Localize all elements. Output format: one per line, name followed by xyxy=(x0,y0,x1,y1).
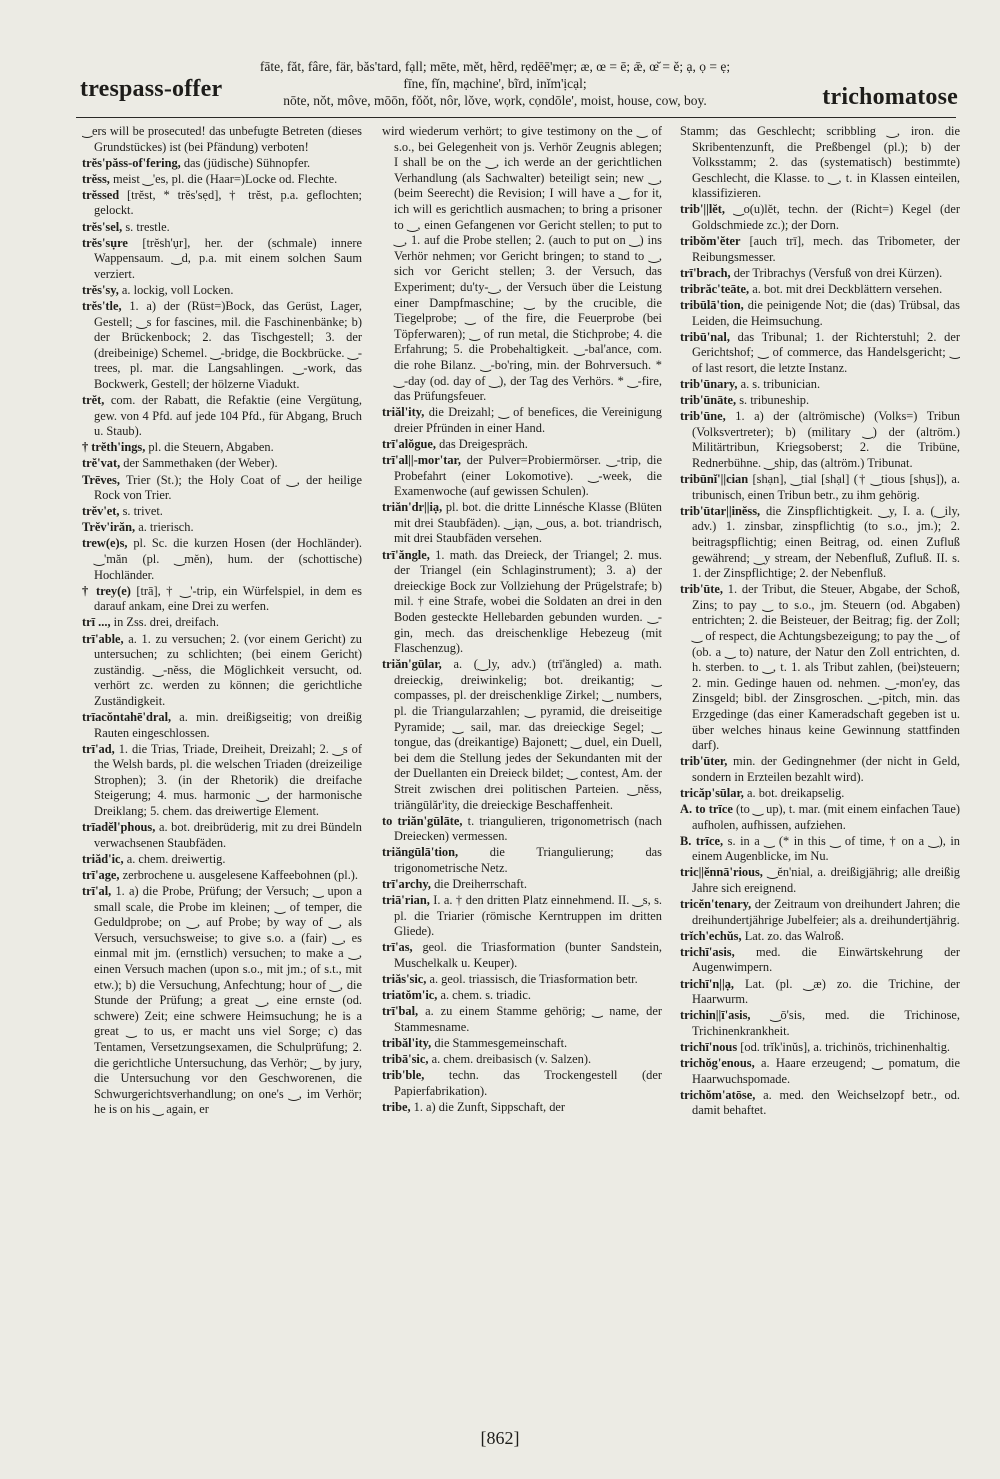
entry-headword: trĕs'păss-of'fering, xyxy=(82,155,181,170)
dictionary-entry xyxy=(382,1100,662,1116)
dictionary-entry xyxy=(82,393,362,440)
entry-definition: 1. der Tribut, die Steuer, Abgabe, der Schoß, Zins; to pay ‿ to s.o., jm. Steuern (od. Abgaben) entrichten; 2. die Beisteuer, der Beitrag; fig. der Zoll; ‿ of respect, die Achtungsbezeigung; to pay the ‿ of (ob. a ‿ to) nature, der Natur den Zoll entrichten, d. h. sterben. to ‿, t. 1. als Tribut zahlen, (bei)steuern; 2. min. Gedinge hauen od. nehmen. ‿-mon'ey, das Zinsgeld; bibl. der Zinsgroschen. ‿-pitch, min. das Erzgedinge (das einer Kameradschaft gegeben ist u. über welches hinaus keine Gewinnung stattfinden darf). xyxy=(692,582,960,753)
entry-headword: triatŏm'ic, xyxy=(382,988,438,1003)
entry-definition: Trier (St.); the Holy Coat of ‿, der heilige Rock von Trier. xyxy=(94,472,362,503)
entry-definition: der Zeitraum von dreihundert Jahren; die dreihundertjährige Jubelfeier; als a. dreihundertjährig. xyxy=(692,897,960,927)
dictionary-entry xyxy=(82,156,362,172)
entry-definition: s. tribuneship. xyxy=(736,393,810,408)
entry-definition: ‿o(u)lĕt, techn. der (Richt=) Kegel (der Goldschmiede zc.); der Dorn. xyxy=(692,202,960,233)
entry-headword: trĕv'et, xyxy=(82,504,120,519)
entry-headword: trew(e)s, xyxy=(82,536,128,551)
entry-definition: 1. a) der (altrömische) (Volks=) Tribun (Volksvertreter); b) (military ‿) der (altröm.) Militärtribun, Kriegsoberst; 2. die Tribüne, Rednerbühne. ‿ship, das (altröm.) Tribunat. xyxy=(692,409,960,470)
dictionary-entry xyxy=(382,893,662,940)
dictionary-entry xyxy=(82,220,362,236)
entry-headword: trīadĕl'phous, xyxy=(82,820,156,835)
entry-definition: a. chem. dreibasisch (v. Salzen). xyxy=(428,1052,592,1067)
entry-headword: trĕssed xyxy=(82,187,120,202)
dictionary-entry xyxy=(382,972,662,988)
dictionary-entry xyxy=(82,520,362,536)
entry-headword: trib'ūnāte, xyxy=(680,393,737,408)
pronunciation-key-line: fīne, fĭn, mạchine', bĩrd, inĭm'ịcạl; xyxy=(403,76,587,91)
entry-headword: triăngūlā'tion, xyxy=(382,845,459,860)
dictionary-entry xyxy=(680,282,960,298)
dictionary-entry xyxy=(680,266,960,282)
entry-definition: a. chem. dreiwertig. xyxy=(123,851,226,866)
entry-definition: das Dreigespräch. xyxy=(436,436,528,451)
dictionary-entry xyxy=(680,330,960,377)
dictionary-entry xyxy=(382,845,662,876)
dictionary-entry xyxy=(82,504,362,520)
entry-definition: a. bot. dreibrüderig, mit zu drei Bündeln verwachsenen Staubfäden. xyxy=(94,820,362,850)
entry-definition: [trā], † ‿'-trip, ein Würfelspiel, in dem es darauf ankam, eine Drei zu werfen. xyxy=(94,583,362,614)
entry-headword: trĕs'sy, xyxy=(82,282,119,297)
dictionary-entry xyxy=(382,1004,662,1035)
entry-headword: tribūlā'tion, xyxy=(680,298,744,313)
entry-definition: a. lockig, voll Locken. xyxy=(118,282,234,297)
entry-definition: die Stammesgemeinschaft. xyxy=(431,1035,568,1050)
entry-definition: techn. das Trockengestell (der Papierfabrikation). xyxy=(394,1068,662,1098)
entry-definition: das (jüdische) Sühnopfer. xyxy=(180,155,311,170)
page-number: [862] xyxy=(480,1428,520,1448)
dictionary-entry xyxy=(680,754,960,785)
entry-headword: trī'al||-mor'tar, xyxy=(382,452,461,467)
entry-definition: [auch trī], mech. das Tribometer, der Reibungsmesser. xyxy=(692,234,960,264)
entry-definition: ‿ĕn'nial, a. dreißigjährig; alle dreißig Jahre sich ereignend. xyxy=(692,865,960,895)
entry-headword: trichŏm'atōse, xyxy=(680,1087,756,1102)
entry-definition: a. bot. mit drei Deckblättern versehen. xyxy=(749,281,943,296)
dictionary-entry xyxy=(680,977,960,1008)
entry-definition: pl. Sc. die kurzen Hosen (der Hochländer). ‿'măn (pl. ‿mĕn), hum. der (schottische) Hochländer. xyxy=(94,536,362,582)
entry-headword: trĕss, xyxy=(82,171,110,186)
dictionary-entry xyxy=(382,877,662,893)
entry-headword: trĕ'vat, xyxy=(82,456,121,471)
entry-headword: trī'as, xyxy=(382,940,413,955)
dictionary-entry xyxy=(680,1008,960,1039)
dictionary-entry xyxy=(680,234,960,265)
dictionary-entry xyxy=(680,124,960,202)
dictionary-entry xyxy=(82,884,362,1118)
entry-headword: tribā'sic, xyxy=(382,1052,429,1067)
entry-definition: [od. trĭk'inŭs], a. trichinös, trichinenhaltig. xyxy=(737,1039,950,1054)
entry-headword: trichŏg'enous, xyxy=(680,1056,755,1071)
dictionary-entry xyxy=(680,945,960,976)
entry-headword: trī'bal, xyxy=(382,1004,419,1019)
entry-definition: pl. bot. die dritte Linnésche Klasse (Blüten mit drei Staubfäden). ‿iạn, ‿ous, a. bot. triandrisch, mit drei Staubfäden versehen. xyxy=(394,500,662,546)
entry-headword: triăl'ity, xyxy=(382,405,425,420)
entry-definition: die Triangulierung; das trigonometrische Netz. xyxy=(394,845,662,875)
right-running-headword: trichomatose xyxy=(822,84,958,110)
entry-columns xyxy=(82,124,958,1424)
entry-definition: 1. die Trias, Triade, Dreiheit, Dreizahl; 2. ‿s of the Welsh bards, pl. die welschen Triaden (dreizeilige Strophen); 3. (in der Rhetorik) die dreifache Steigerung; 4. mus. harmonic ‿, der harmonische Dreiklang; 5. chem. das dreiwertige Element. xyxy=(94,741,362,819)
dictionary-entry xyxy=(82,852,362,868)
entry-headword: † trĕth'ings, xyxy=(82,440,146,455)
dictionary-entry xyxy=(382,940,662,971)
dictionary-entry xyxy=(680,1056,960,1087)
entry-headword: trib'ūte, xyxy=(680,582,724,597)
entry-definition: med. die Einwärtskehrung der Augenwimpern. xyxy=(692,944,960,975)
dictionary-entry xyxy=(680,834,960,865)
entry-headword: Trēves, xyxy=(82,472,120,487)
entry-definition: ‿ers will be prosecuted! das unbefugte Betreten (dieses Grundstückes) ist (bei Pfändung) verboten! xyxy=(82,124,362,154)
entry-headword: tribe, xyxy=(382,1099,411,1114)
dictionary-entry xyxy=(82,236,362,283)
entry-headword: tribū'nal, xyxy=(680,329,730,344)
entry-definition: zerbrochene u. ausgelesene Kaffeebohnen (pl.). xyxy=(119,867,359,882)
entry-definition: a. (‿ly, adv.) (trī'ăngled) a. math. dreieckig, dreiwinkelig; bot. dreikantig; ‿ compasses, pl. der dreischenklige Zirkel; ‿ numbers, pl. die Triangularzahlen; ‿ pyramid, die dreiseitige Pyramide; ‿ sail, mar. das dreieckige Segel; ‿ tongue, das (dreikantige) Bajonett; ‿ duel, ein Duell, bei dem die Stellung jedes der Sekundanten mit der der Duellanten ein Dreieck bildet; ‿ contest, Am. der Streit zwischen drei politischen Parteien. ‿nĕss, triăngūlăr'ity, die dreieckige Beschaffenheit. xyxy=(394,657,662,812)
entry-definition: a. min. dreißigseitig; von dreißig Rauten eingeschlossen. xyxy=(94,709,362,740)
dictionary-entry xyxy=(382,1036,662,1052)
entry-headword: Trĕv'irăn, xyxy=(82,520,136,535)
dictionary-entry xyxy=(680,202,960,233)
entry-definition: a. geol. triassisch, die Triasformation betr. xyxy=(426,972,638,987)
entry-headword: tricĕn'tenary, xyxy=(680,897,752,912)
dictionary-entry xyxy=(82,710,362,741)
dictionary-entry xyxy=(82,536,362,583)
dictionary-entry xyxy=(82,440,362,456)
entry-definition: 1. a) die Probe, Prüfung; der Versuch; ‿ upon a small scale, die Probe im kleinen; ‿ of temper, die Geduldprobe; on ‿, auf Probe; by way of ‿, als Versuch, versuchsweise; to give s.o. a (fair) ‿, es einmal mit jm. (ernstlich) versuchen; to make a ‿, einen Versuch machen (upon s.o., mit jm.; of s.t., mit etw.); b) die Versuchung, Anfechtung; hour of ‿, die Stunde der Prüfung; a great ‿, eine ernste (od. schwere) Zeit; eine schwere Heimsuchung; he is a great ‿ to us, er macht uns viel Sorge; c) das Tentamen, Versetzungsexamen, die Schulprüfung; 2. die gerichtliche Untersuchung, das Verhör; ‿ by jury, die Untersuchung vor den Geschworenen, die Schwurgerichtsverhandlung; on one's ‿, im Verhör; he is on his ‿ again, er xyxy=(94,884,362,1117)
entry-headword: tribăl'ity, xyxy=(382,1035,432,1050)
entry-headword: triăs'sic, xyxy=(382,972,427,987)
entry-headword: trib'ūnary, xyxy=(680,377,738,391)
entry-headword: tribrăc'teāte, xyxy=(680,281,750,296)
entry-definition: Lat. (pl. ‿æ) zo. die Trichine, der Haarwurm. xyxy=(692,976,960,1007)
entry-headword: trī'ăngle, xyxy=(382,547,430,562)
entry-headword: trĕs'tle, xyxy=(82,299,122,314)
entry-headword: trib'ūne, xyxy=(680,409,726,424)
entry-definition: s. in a ‿ (* in this ‿ of time, † on a ‿), in einem Augenblicke, im Nu. xyxy=(692,833,960,864)
dictionary-entry xyxy=(382,437,662,453)
entry-headword: to triăn'gūlāte, xyxy=(382,813,463,828)
entry-definition: [shạn], ‿tial [shạl] († ‿tious [shụs]), a. tribunisch, einen Tribun betr., zu ihm gehörig. xyxy=(692,472,960,502)
entry-headword: trī'ad, xyxy=(82,741,115,756)
dictionary-entry xyxy=(382,988,662,1004)
dictionary-entry xyxy=(680,409,960,471)
entry-definition: 1. a) die Zunft, Sippschaft, der xyxy=(410,1099,566,1114)
dictionary-entry xyxy=(82,283,362,299)
entry-definition: 1. math. das Dreieck, der Triangel; 2. mus. der Triangel (ein Schlaginstrument); 3. a) der dreieckige Bock zur Vollziehung der Prügelstrafe; b) mil. † eine Strafe, wobei die Soldaten an drei in den Boden gesteckte Hellebarden gebunden wurden. ‿-gin, mech. das dreischenklige Hebezeug (mit Flaschenzug). xyxy=(394,547,662,656)
entry-definition: das Tribunal; 1. der Richterstuhl; 2. der Gerichtshof; ‿ of commerce, das Handelsgericht; ‿ of last resort, die letzte Instanz. xyxy=(692,329,960,375)
entry-definition: a. med. den Weichselzopf betr., od. damit behaftet. xyxy=(692,1087,960,1118)
entry-headword: † trey(e) xyxy=(82,583,131,598)
left-running-headword: trespass-offer xyxy=(80,76,223,102)
entry-headword: trichī'asis, xyxy=(680,944,735,959)
dictionary-entry xyxy=(82,868,362,884)
dictionary-entry xyxy=(680,393,960,409)
entry-headword: A. to trīce xyxy=(680,802,733,817)
entry-headword: trī'alŏgue, xyxy=(382,436,437,451)
entry-headword: trĕs'sụre xyxy=(82,235,128,250)
dictionary-entry xyxy=(82,584,362,615)
entry-definition: a. 1. zu versuchen; 2. (vor einem Gericht) zu untersuchen; zu schlichten; (bei einem Gericht) zuständig. ‿-nĕss, die Möglichkeit versucht, od. verhört zc. werden zu können; die gerichtliche Zuständigkeit. xyxy=(94,631,362,708)
entry-definition: ‿ō'sis, med. die Trichinose, Trichinenkrankheit. xyxy=(692,1008,960,1038)
entry-definition: Lat. zo. das Walroß. xyxy=(741,928,844,943)
dictionary-entry xyxy=(382,814,662,845)
entry-headword: trī ..., xyxy=(82,615,111,630)
dictionary-entry xyxy=(680,897,960,928)
entry-definition: 1. a) der (Rüst=)Bock, das Gerüst, Lager, Gestell; ‿s for fascines, mil. die Faschinenbänke; b) der Brückenbock; 2. das Tischgestell; 3. der (dreibeinige) Schemel. ‿-bridge, die Bockbrücke. ‿-trees, pl. mar. die Langsahlingen. ‿-work, das Bockwerk, Gestell; der hölzerne Viadukt. xyxy=(94,299,362,391)
pronunciation-key-line: fāte, făt, fâre, fär, băs'tard, fạll; mēte, mĕt, hẽrd, rẹdēē'mẹr; æ, œ = ē; ǣ, œ̆ = ĕ; ạ, ọ = ẹ; xyxy=(259,59,731,74)
entry-definition: die Zinspflichtigkeit. ‿y, I. a. (‿ily, adv.) 1. zinsbar, zinspflichtig (to s.o., jm.); 2. beitragspflichtig; einen Beitrag, od. einen Zufluß gewährend; ‿y stream, der Nebenfluß, Zufluß. II. s. 1. der Zinspflichtige; 2. der Nebenfluß. xyxy=(692,503,960,581)
entry-definition: pl. die Steuern, Abgaben. xyxy=(145,440,274,455)
entry-definition: Stamm; das Geschlecht; scribbling ‿, iron. die Skribentenzunft, die Preßbengel (pl.); b) der Volksstamm; 2. das (systematisch) bestimmte) Geschlecht, die Klasse. to ‿, t. in Klassen einteilen, klassifizieren. xyxy=(680,124,960,201)
entry-headword: tricăp'sūlar, xyxy=(680,785,744,800)
entry-definition: min. der Gedingnehmer (der nicht in Geld, sondern in Erzteilen bezahlt wird). xyxy=(692,754,960,784)
entry-definition: com. der Rabatt, die Refaktie (eine Vergütung, gew. von 4 Pfd. auf jede 104 Pfd., für Abgang, Bruch u. Staub). xyxy=(94,393,362,439)
entry-definition: [trĕst, * trĕs'sẹd], † trĕst, p.a. geflochten; gelockt. xyxy=(94,187,362,218)
dictionary-entry xyxy=(382,548,662,657)
dictionary-entry xyxy=(382,1068,662,1099)
entry-definition: I. a. † den dritten Platz einnehmend. II. ‿s, s. pl. die Triarier (römische Kerntruppen im dritten Gliede). xyxy=(394,893,662,939)
entry-headword: triā'rian, xyxy=(382,893,430,908)
dictionary-entry xyxy=(82,615,362,631)
entry-headword: trichī'nous xyxy=(680,1039,738,1054)
entry-definition: die peinigende Not; die (das) Trübsal, das Leiden, die Heimsuchung. xyxy=(692,298,960,328)
dictionary-entry xyxy=(680,472,960,503)
entry-headword: trī'brach, xyxy=(680,265,731,280)
column-3 xyxy=(680,124,960,1424)
entry-headword: trichī'n||ạ, xyxy=(680,976,734,991)
pronunciation-key-line: nōte, nŏt, môve, mōōn, fŏŏt, nôr, lŏve, wọrk, cọndōle', moist, house, cow, boy. xyxy=(283,93,707,108)
dictionary-entry xyxy=(382,657,662,813)
dictionary-entry xyxy=(680,865,960,896)
entry-headword: trī'al, xyxy=(82,884,112,898)
entry-definition: a. bot. dreikapselig. xyxy=(743,785,845,800)
dictionary-entry xyxy=(82,188,362,219)
entry-headword: trī'age, xyxy=(82,867,120,882)
entry-definition: a. trierisch. xyxy=(135,520,194,535)
dictionary-entry xyxy=(82,632,362,710)
dictionary-entry xyxy=(82,172,362,188)
dictionary-entry xyxy=(680,377,960,393)
entry-definition: geol. die Triasformation (bunter Sandstein, Muschelkalk u. Keuper). xyxy=(394,940,662,970)
entry-definition: a. s. tribunician. xyxy=(737,377,821,391)
dictionary-entry xyxy=(680,929,960,945)
entry-definition: die Dreizahl; ‿ of benefices, die Vereinigung dreier Pfründen in einer Hand. xyxy=(394,405,662,435)
entry-headword: tribŏm'ĕter xyxy=(680,234,741,249)
dictionary-entry xyxy=(680,504,960,582)
entry-headword: trib'ūter, xyxy=(680,754,728,769)
entry-definition: der Sammethaken (der Weber). xyxy=(120,456,278,471)
dictionary-entry xyxy=(82,456,362,472)
dictionary-entry xyxy=(680,1088,960,1119)
entry-headword: triăd'ic, xyxy=(82,851,124,866)
entry-definition: a. chem. s. triadic. xyxy=(437,988,531,1003)
column-1 xyxy=(82,124,362,1424)
entry-definition: die Dreiherrschaft. xyxy=(430,877,527,891)
entry-headword: trī'able, xyxy=(82,631,124,646)
entry-definition: der Tribrachys (Versfuß von drei Kürzen). xyxy=(730,265,943,280)
entry-headword: trī'archy, xyxy=(382,877,431,891)
dictionary-entry xyxy=(82,820,362,851)
entry-headword: trĕs'sel, xyxy=(82,219,123,234)
entry-headword: trichin||ī'asis, xyxy=(680,1008,751,1023)
entry-definition: a. Haare erzeugend; ‿ pomatum, die Haarwuchspomade. xyxy=(692,1056,960,1086)
entry-headword: trib'ble, xyxy=(382,1068,425,1083)
dictionary-entry xyxy=(382,1052,662,1068)
dictionary-entry xyxy=(382,453,662,500)
entry-definition: in Zss. drei, dreifach. xyxy=(110,615,219,630)
entry-definition: s. trivet. xyxy=(119,504,163,519)
entry-headword: tribūnĭ'||cian xyxy=(680,472,749,487)
dictionary-entry xyxy=(382,500,662,547)
entry-headword: trib'||lĕt, xyxy=(680,202,726,217)
header-rule xyxy=(76,117,956,118)
entry-headword: B. trīce, xyxy=(680,833,724,848)
entry-headword: triăn'gūlar, xyxy=(382,657,442,672)
dictionary-entry xyxy=(82,124,362,155)
entry-definition: s. trestle. xyxy=(122,219,170,234)
page-header xyxy=(72,50,958,116)
dictionary-entry xyxy=(680,786,960,802)
entry-headword: trib'ūtar||inĕss, xyxy=(680,503,761,518)
dictionary-entry xyxy=(82,299,362,393)
entry-headword: triăn'dr||iạ, xyxy=(382,500,443,515)
entry-headword: trīacŏntahē'dral, xyxy=(82,709,172,724)
entry-headword: tric||ĕnnā'rious, xyxy=(680,865,763,880)
dictionary-entry xyxy=(82,473,362,504)
entry-headword: trĕt, xyxy=(82,393,105,408)
dictionary-entry xyxy=(680,802,960,833)
dictionary-entry xyxy=(382,405,662,436)
dictionary-entry xyxy=(680,1040,960,1056)
dictionary-entry xyxy=(382,124,662,405)
entry-definition: wird wiederum verhört; to give testimony on the ‿ of s.o., bei Gelegenheit von js. Verhör Zeugnis ablegen; I shall be on the ‿, ich werde an der gerichtlichen Verhandlung (als Sachwalter) beteiligt sein; new ‿, (beim Seerecht) die Revision; I will have a ‿ for it, ich will es gerichtlich ausmachen; to bring a prisoner to ‿, einen Gefangenen vor Gericht stellen; to put to ‿, 1. auf die Probe stellen; 2. (auch to put on ‿) ins Verhör nehmen; vor Gericht bringen; to stand to ‿, sich vor Gericht stellen; 3. der Versuch, das Experiment; du'ty-‿, der Versuch über die Leistung einer Dampfmaschine; ‿ by the crucible, die Tiegelprobe; ‿ of the fire, die Feuerprobe (bei Töpferwaren); ‿ of run metal, die Stichprobe; 4. die Erfahrung; 5. die Probehaltigkeit. ‿-bal'ance, com. die rohe Bilanz. ‿-bo'ring, min. der Bohrversuch. * ‿-day (od. day of ‿), der Tag des Verhörs. * ‿-fire, das Prüfungsfeuer. xyxy=(382,124,662,404)
dictionary-entry xyxy=(680,298,960,329)
pronunciation-key xyxy=(232,58,758,109)
entry-definition: a. zu einem Stamme gehörig; ‿ name, der Stammesname. xyxy=(394,1004,662,1034)
entry-headword: trĭch'echŭs, xyxy=(680,928,742,943)
dictionary-entry xyxy=(680,582,960,754)
entry-definition: der Pulver=Probiermörser. ‿-trip, die Probefahrt (einer Lokomotive). ‿-week, die Examenwoche (auf gewissen Schulen). xyxy=(394,452,662,499)
entry-definition: [trĕsh'ụr], her. der (schmale) innere Wappensaum. ‿d, p.a. mit einem solchen Saum verziert. xyxy=(94,235,362,281)
column-2 xyxy=(382,124,662,1424)
entry-definition: meist ‿'es, pl. die (Haar=)Locke od. Flechte. xyxy=(109,171,338,186)
entry-definition: t. triangulieren, trigonometrisch (nach Dreiecken) vermessen. xyxy=(394,813,662,844)
dictionary-entry xyxy=(82,742,362,820)
entry-definition: (to ‿ up), t. mar. (mit einem einfachen Taue) aufholen, aufhissen, aufziehen. xyxy=(692,802,960,832)
